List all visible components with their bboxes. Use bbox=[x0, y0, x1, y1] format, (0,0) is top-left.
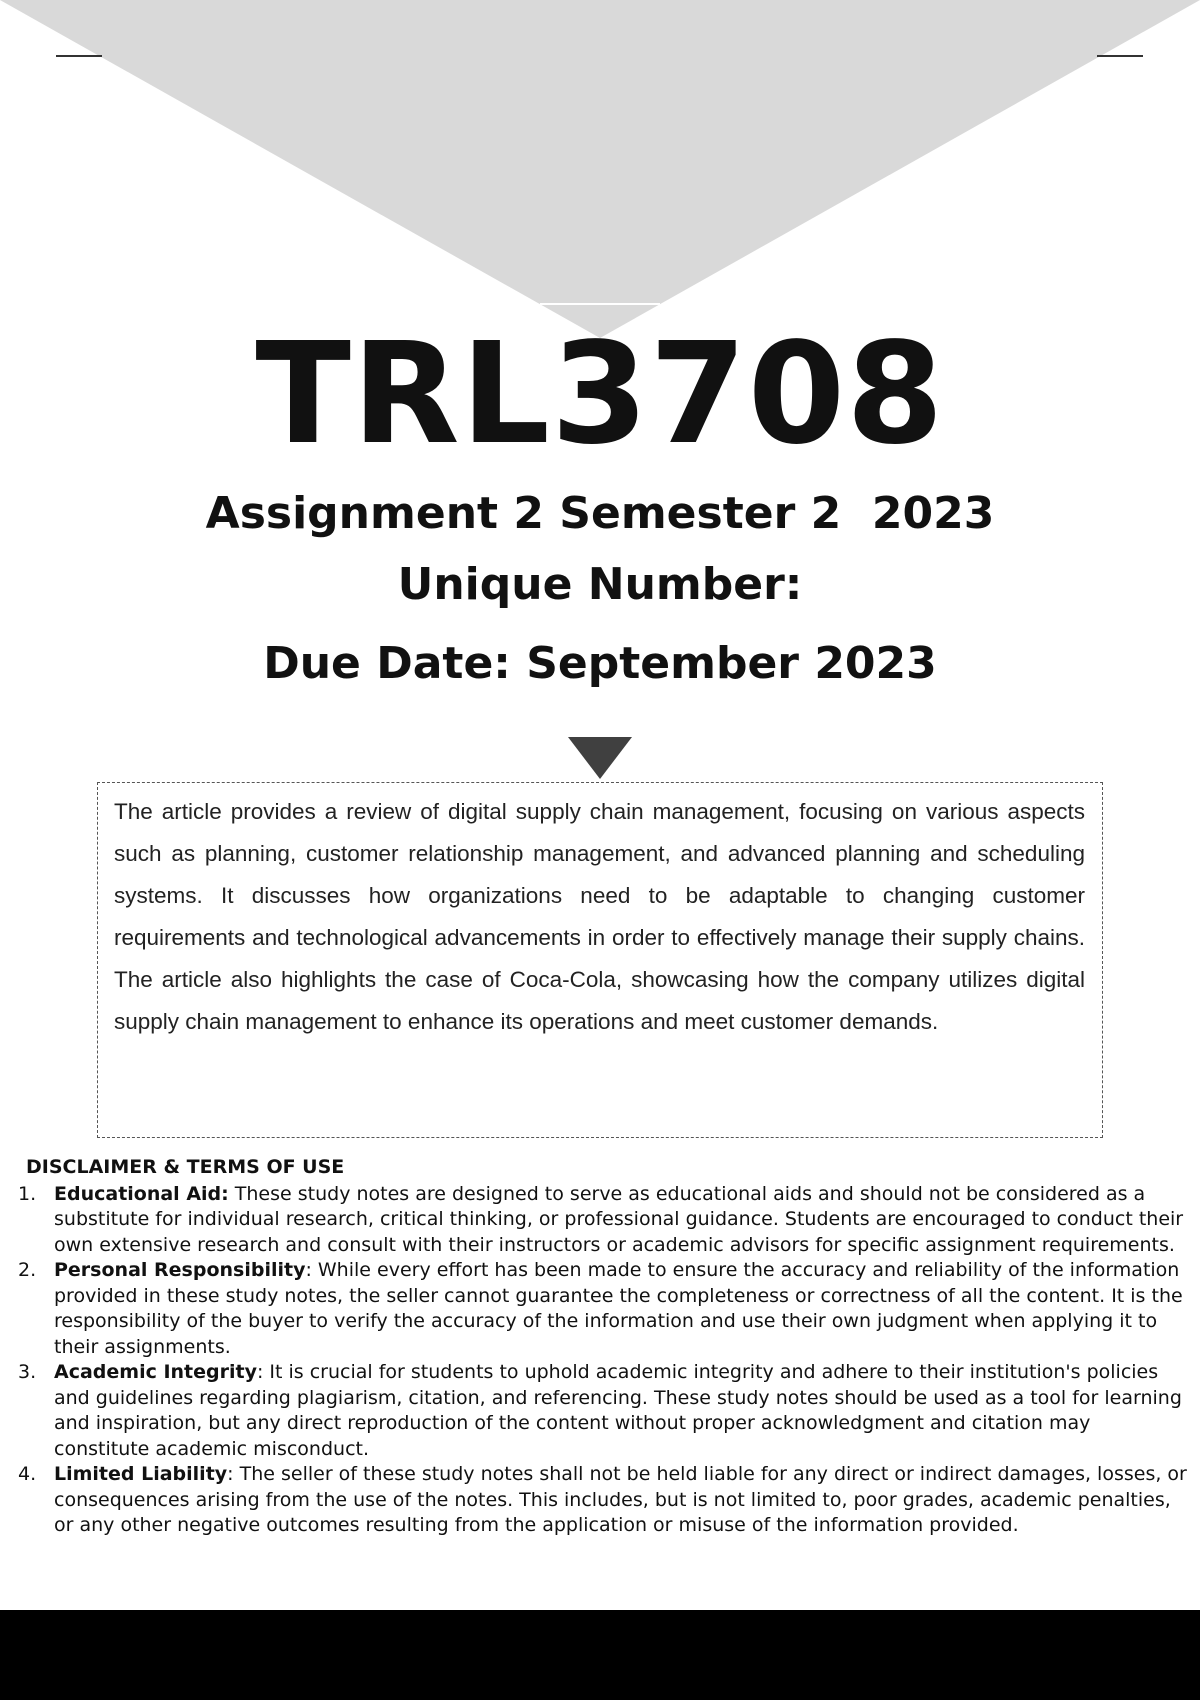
corner-rule-left bbox=[56, 55, 102, 57]
disclaimer-item-text: : While every effort has been made to ensure the accuracy and reliability of the information provided in these study notes, the seller cannot guarantee the completeness or correctness of all the content. It is the responsibility of the buyer to verify the accuracy of the information and use their own judgment when applying it to their assignments. bbox=[54, 1259, 1183, 1358]
disclaimer-list bbox=[18, 1182, 1188, 1539]
due-date-line: Due Date: September 2023 bbox=[263, 638, 937, 689]
top-banner-shape bbox=[0, 0, 1200, 340]
disclaimer-item-number: 2. bbox=[18, 1259, 37, 1281]
disclaimer-item-term: Limited Liability bbox=[54, 1463, 228, 1485]
assignment-line: Assignment 2 Semester 2 2023 bbox=[205, 488, 995, 539]
disclaimer-item-number: 4. bbox=[18, 1463, 37, 1485]
disclaimer-item-text: : It is crucial for students to uphold academic integrity and adhere to their institution's policies and guidelines regarding plagiarism, citation, and referencing. These study notes should be used as a tool for learning and inspiration, but any direct reproduction of the content without proper acknowledgment and citation may constitute academic misconduct. bbox=[54, 1361, 1182, 1460]
disclaimer-item bbox=[18, 1360, 1188, 1462]
disclaimer-item bbox=[18, 1462, 1188, 1539]
disclaimer-item-term: Educational Aid: bbox=[54, 1182, 229, 1205]
disclaimer-item-term: Academic Integrity bbox=[54, 1361, 257, 1383]
disclaimer-item-number: 1. bbox=[18, 1182, 37, 1205]
course-code-title: TRL3708 bbox=[255, 313, 945, 476]
summary-text: The article provides a review of digital supply chain management, focusing on various aspects such as planning, customer relationship management, and advanced planning and scheduling systems. It discusses how organizations need to be adaptable to changing customer requirements and technological advancements in order to effectively manage their supply chains. The article also highlights the case of Coca-Cola, showcasing how the company utilizes digital supply chain management to enhance its operations and meet customer demands. bbox=[114, 799, 1085, 1034]
disclaimer-section bbox=[18, 1155, 1188, 1539]
disclaimer-item bbox=[18, 1182, 1188, 1259]
corner-rule-right bbox=[1097, 55, 1143, 57]
disclaimer-item-term: Personal Responsibility bbox=[54, 1259, 306, 1281]
disclaimer-item-text: : The seller of these study notes shall not be held liable for any direct or indirect damages, losses, or consequences arising from the use of the notes. This includes, but is not limited to, poor grades, academic penalties, or any other negative outcomes resulting from the application or misuse of the information provided. bbox=[54, 1463, 1187, 1536]
down-triangle-icon bbox=[568, 737, 632, 779]
disclaimer-item-text: These study notes are designed to serve as educational aids and should not be considered as a substitute for individual research, critical thinking, or professional guidance. Students are encouraged to conduct their own extensive research and consult with their instructors or academic advisors for specific assignment requirements. bbox=[54, 1182, 1184, 1256]
summary-box bbox=[97, 782, 1103, 1138]
disclaimer-title: DISCLAIMER & TERMS OF USE bbox=[26, 1156, 345, 1178]
footer-bar bbox=[0, 1610, 1200, 1700]
unique-number-line: Unique Number: bbox=[397, 559, 803, 610]
disclaimer-item bbox=[18, 1258, 1188, 1360]
disclaimer-item-number: 3. bbox=[18, 1361, 37, 1383]
